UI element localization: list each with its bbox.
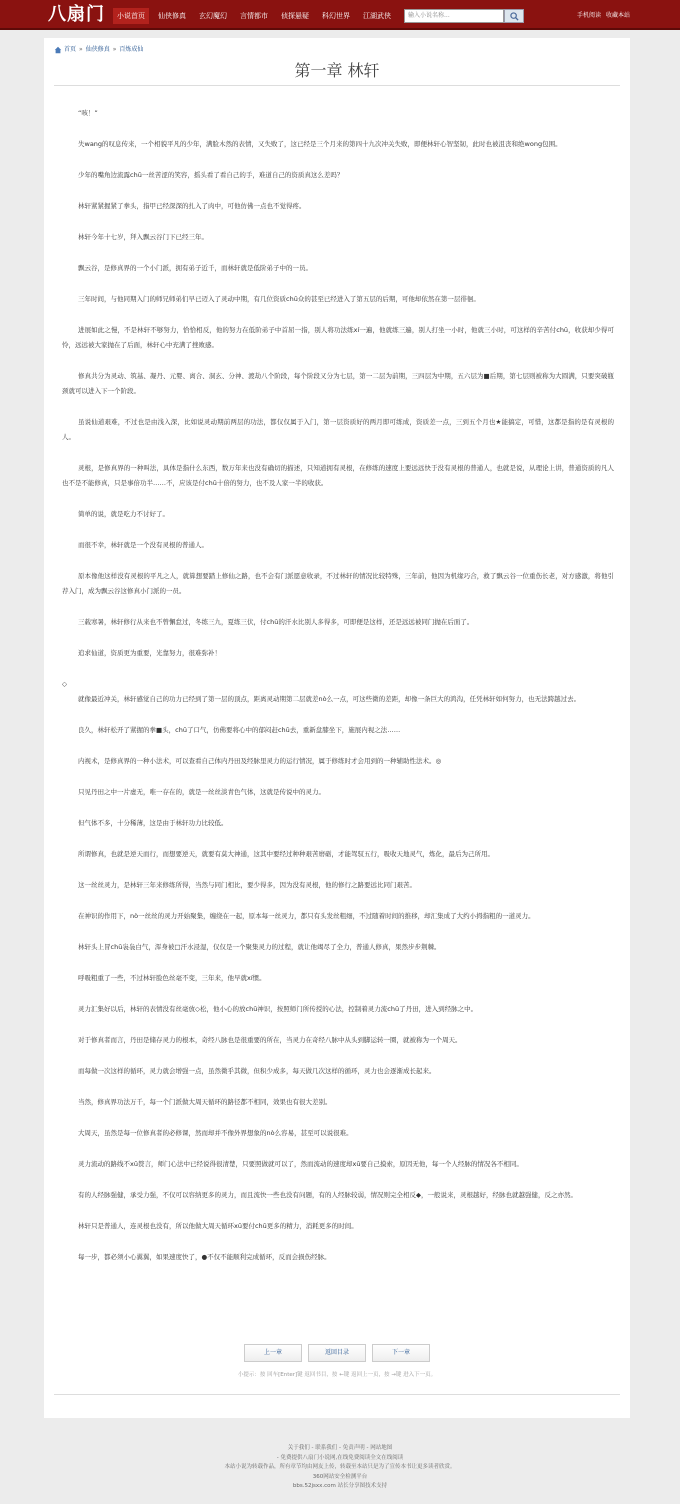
chapter-index-button[interactable]: 返回目录 [308,1344,366,1362]
mobile-read-link[interactable]: 手机阅读 [577,12,602,19]
keyboard-tip: 小提示：按 回车[Enter]键 返回书目，按 ←键 返回上一页，按 →键 进入下一页。 [237,1372,437,1378]
paragraph: 飘云谷，是修真界的一个小门派，拥有弟子近千，而林轩就是低阶弟子中的一员。 [78,264,312,272]
paragraph: 追求仙道，资质更为重要，光靠努力，很难弥补！ [78,649,221,657]
paragraph: 进展如此之慢，不是林轩不够努力，恰恰相反，他的努力在低阶弟子中首屈一指，别人将功法练xí一遍，他就练三遍，别人打坐一小时，他就三小时，可这样的辛苦付chū，收获却少得可怜，远远被大家抛在了后面，林轩心中充满了挫败感。 [62,326,614,349]
breadcrumb-category[interactable]: 仙侠修真 [85,46,110,53]
footer-text: bbs.52jsxx.com 站长分享图技术支持 [292,1483,388,1489]
home-icon [54,46,62,54]
nav-item-xianxia[interactable]: 仙侠修真 [158,12,186,20]
main-nav [113,8,400,24]
footer-text: 360网站安全检测平台 [312,1473,368,1480]
paragraph: 在神识的作用下，nò一丝丝的灵力开始聚集，缠绕在一起，原本每一丝灵力，都只有头发丝粗细，不过随着时间的推移，却汇集成了大约小拇指粗的一道灵力。 [78,912,535,920]
bottom-divider [54,1394,620,1395]
search-button[interactable] [504,9,524,23]
paragraph: 虽说仙道艰难，不过也是由浅入深，比如说灵动期前两层的功法，都仅仅属于入门，第一层资质好的两月即可练成，资质差一点，三到五个月也★能搞定，可惜，这都是指的是有灵根的人。 [62,418,614,441]
paragraph: 简单的说，就是吃力不讨好了。 [78,510,169,518]
top-navigation-bar [0,0,680,30]
chapter-pager [244,1344,430,1364]
paragraph: 林轩紧紧握紧了拳头，指甲已经深深的扎入了肉中，可他仿佛一点也不觉得疼。 [78,202,306,210]
paragraph: 大周天，虽然是每一位修真者的必修课，然而却并不像外界想象的nò么容易，甚至可以说很难。 [78,1129,353,1137]
site-logo[interactable]: 八扇门 [48,4,105,25]
paragraph: 林轩今年十七岁，拜入飘云谷门下已经三年。 [78,233,208,241]
paragraph: 失wang的叹息传来，一个相貌平凡的少年，满脸木然的表情，又失败了，这已经是三个月来的第四十九次冲关失败，即便林轩心智坚韧，此时也被沮丧和绝wong包围。 [78,140,562,148]
paragraph: 修真共分为灵动、筑基、凝丹、元婴、离合、洞玄、分神、渡劫八个阶段，每个阶段又分为七层，第一二层为前期，三四层为中期，五六层为■后期，第七层则被称为大圆满，只要突破瓶颈就可以进入下一个阶段。 [62,372,614,395]
chapter-content [62,106,614,1281]
footer [0,1444,680,1492]
nav-item-wuxia[interactable]: 江湖武侠 [363,12,391,20]
nav-item-xuanhuan[interactable]: 玄幻魔幻 [199,12,227,20]
paragraph: 对于修真者而言，丹田是储存灵力的根本，奇经八脉也是很重要的所在，当灵力在奇经八脉中从头到脚运转一圈，就被称为一个周天。 [78,1036,462,1044]
footer-text: 本站小说为转载作品，所有章节均由网友上传，转载至本站只是为了宣传本书让更多读者欣赏。 [224,1464,456,1470]
paragraph: 良久，林轩松开了紧握的拳■头，chū了口气，仿佛要将心中的郁闷赶chū去，重新盘膝坐下，施展内视之法…… [78,726,401,734]
search-icon [510,12,519,21]
nav-item-home[interactable]: 小说首页 [113,8,149,24]
paragraph: 就像最近冲关，林轩感觉自己的功力已经到了第一层的顶点，距离灵动期第二层就差nò么一点，可这些微的差距，却像一条巨大的鸿沟，任凭林轩如何努力，也无法跨越过去。 [78,695,581,703]
paragraph: 而很不幸，林轩就是一个没有灵根的普通人。 [78,541,208,549]
paragraph: 当然，修真界功法万千，每一个门派做大周天循环的路径都不相同，效果也有很大差别。 [78,1098,332,1106]
reading-panel [44,38,630,1418]
breadcrumb-book[interactable]: 百炼成仙 [119,46,144,53]
paragraph: 灵力汇集好以后，林轩的表情没有丝毫放◇松，他小心的放chū神识，按照师门所传授的心法，控制着灵力流chū了丹田，进入到经脉之中。 [78,1005,478,1013]
paragraph: 灵力流动的路线不xū赘言，师门心法中已经说得很清楚，只要照做就可以了，然而流动的速度却xū要自己摸索，原因无他，每一个人经脉的情况各不相同。 [78,1160,523,1168]
paragraph: “咳！” [78,109,98,117]
prev-chapter-button[interactable]: 上一章 [244,1344,302,1362]
breadcrumb-home[interactable]: 首页 [64,46,77,53]
paragraph: 呼吸粗重了一些，不过林轩脸色丝毫不变，三年来，他早就xí惯。 [78,974,266,982]
paragraph: 少年的嘴角边流露chū一丝苦涩的笑容，摇头看了看自己的手，难道自己的资质真这么差吗？ [78,171,344,179]
nav-item-yanqing[interactable]: 言情都市 [240,12,268,20]
footer-text: - 免费提供八扇门小说网,在线免费阅读全文在线阅读 [276,1454,404,1461]
paragraph: 所谓修真，也就是逆天而行，而想要逆天，就要有莫大神通，这其中要经过种种艰苦磨砺，才能驾驭五行，吸收天地灵气，炼化，最后为己所用。 [78,850,494,858]
breadcrumb-separator: » [79,46,83,53]
paragraph: 林轩只是普通人，连灵根也没有，所以他做大周天循环xū要付chū更多的精力，消耗更多的时间。 [78,1222,358,1230]
top-links [577,11,635,21]
breadcrumb-separator: » [112,46,117,53]
paragraph: 而每做一次这样的循环，灵力就会增强一点，虽然微乎其微，但积少成多，每天做几次这样的循环，灵力也会逐渐成长起来。 [78,1067,436,1075]
footer-links[interactable]: 关于我们 - 联系我们 - 免责声明 - 网站地图 [287,1445,393,1451]
paragraph: 林轩头上冒chū袅袅白气，浑身被□汗水浸湿，仅仅是一个聚集灵力的过程，就让他竭尽了全力，普通人修真，果然步步荆棘。 [78,943,441,951]
nav-item-kehuan[interactable]: 科幻世界 [322,12,350,20]
favorite-link[interactable]: 收藏本站 [606,12,631,19]
paragraph: ◇ [62,680,67,688]
paragraph: 三年时间，与他同期入门的师兄师弟们早已迈入了灵动中期，有几位资质chū众的甚至已经进入了第五层的后期，可他却依然在第一层徘徊。 [78,295,480,303]
chapter-title: 第一章 林轩 [294,61,380,80]
paragraph: 内视术，是修真界的一种小法术，可以查看自己体内丹田及经脉里灵力的运行情况，属于修练时才会用到的一种辅助性法术。◎ [78,757,442,765]
paragraph: 只见丹田之中一片虚无，唯一存在的，就是一丝丝淡青色气体，这就是传说中的灵力。 [78,788,325,796]
paragraph: 这一丝丝灵力，是林轩三年来修练所得，当然与同门相比，要少得多，因为没有灵根，他的修行之路要远比同门艰苦。 [78,881,416,889]
title-divider [54,85,620,86]
breadcrumb [54,44,143,56]
paragraph: 原本像他这样没有灵根的平凡之人，就算想要踏上修仙之路，也不会有门派愿意收录，不过林轩的情况比较特殊，三年前，他因为机缘巧合，救了飘云谷一位重伤长老，对方感激，将他引荐入门，成为飘云谷这修真小门派的一员。 [62,572,614,595]
search-input[interactable]: 输入小说名称... [404,9,504,23]
paragraph: 灵根，是修真界的一种叫法，具体是指什么东西，数万年来也没有确切的描述，只知道拥有灵根，在修练的速度上要远远快于没有灵根的普通人，也就是说，从理论上讲，普通资质的凡人也不是不能修真，只是事倍功半……不，应该是付chū十倍的努力，也不及人家一半的收获。 [62,464,614,487]
nav-item-zhentan[interactable]: 侦探悬疑 [281,12,309,20]
paragraph: 每一步，都必须小心翼翼，如果速度快了，●不仅不能顺利完成循环，反而会损伤经脉。 [78,1253,331,1261]
paragraph: 有的人经脉强健，承受力强，不仅可以容纳更多的灵力，而且流快一些也没有问题，有的人经脉较弱，情况则完全相反◆，一般说来，灵根越好，经脉也就越强健，反之亦然。 [78,1191,577,1199]
paragraph: 但气体不多，十分稀薄，这是由于林轩功力比较低。 [78,819,228,827]
paragraph: 三载寒暑，林轩修行从来也不曾懈怠过，冬练三九，夏练三伏，付chū的汗水比别人多得多，可即便是这样，还是远远被同门抛在后面了。 [78,618,474,626]
next-chapter-button[interactable]: 下一章 [372,1344,430,1362]
